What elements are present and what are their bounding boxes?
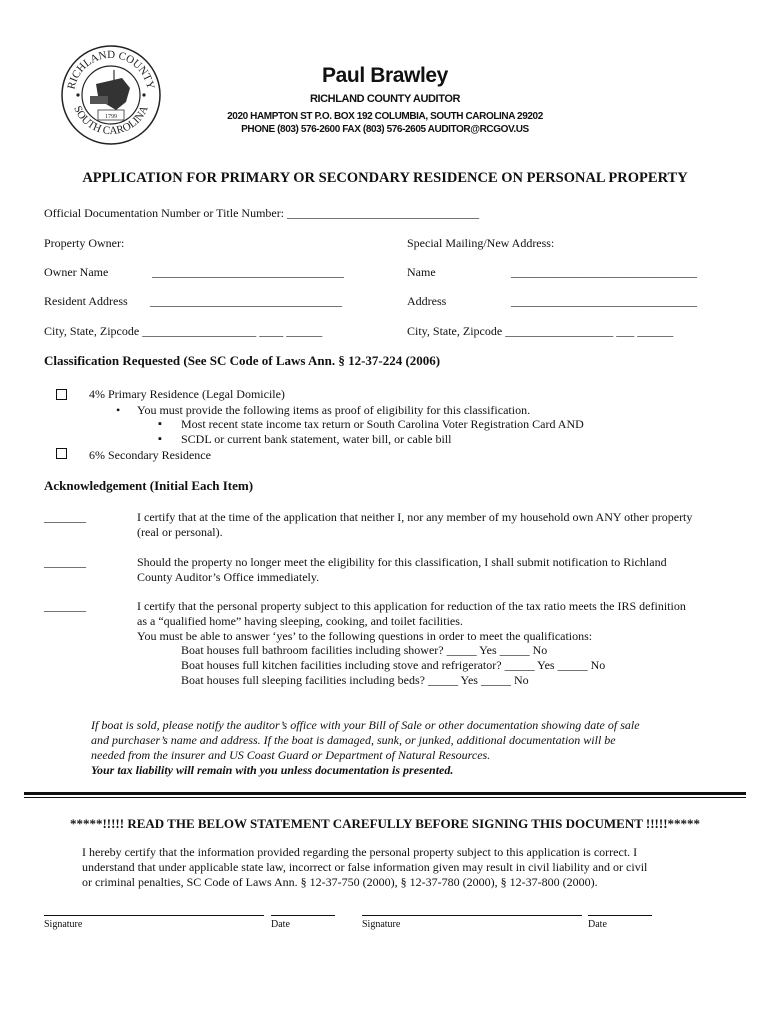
section-divider [24,797,746,798]
date-label: Date [588,919,607,930]
office-title: RICHLAND COUNTY AUDITOR [309,93,461,105]
mail-address-field[interactable]: _______________________________ [511,294,697,308]
signature-label: Signature [362,919,401,930]
proof-item: Most recent state income tax return or South Carolina Voter Registration Card AND [181,417,584,431]
seal-ring-top: RICHLAND COUNTY [65,48,157,91]
property-owner-heading: Property Owner: [44,236,125,250]
certification-text: or criminal penalties, SC Code of Laws Ann. § 12-37-750 (2000), § 12-37-780 (2000), § 12-37-800 (2000). [82,875,598,889]
section-divider [24,792,746,795]
owner-name-label: Owner Name [44,265,109,279]
office-contact: PHONE (803) 576-2600 FAX (803) 576-2605 AUDITOR@RCGOV.US [241,124,529,135]
boat-sale-notice: and purchaser’s name and address. If the boat is damaged, sunk, or junked, additional documentation will be [91,733,616,747]
doc-number-field[interactable]: Official Documentation Number or Title Number: ________________________________ [44,206,480,220]
secondary-residence-checkbox[interactable] [56,448,67,459]
owner-city-field[interactable]: City, State, Zipcode ___________________ ____ ______ [44,324,323,338]
ack-item-2-line: Should the property no longer meet the eligibility for this classification, I shall submit notification to Richland [137,555,667,569]
bullet-icon: • [116,403,121,417]
initial-field[interactable]: _______ [44,599,86,613]
mail-city-field[interactable]: City, State, Zipcode __________________ ___ ______ [407,324,674,338]
boat-sale-notice: If boat is sold, please notify the auditor’s office with your Bill of Sale or other documentation showing date of sale [91,718,640,732]
initial-field[interactable]: _______ [44,510,86,524]
ack-item-2-line: County Auditor’s Office immediately. [137,570,320,584]
statement-heading: *****!!!!! READ THE BELOW STATEMENT CAREFULLY BEFORE SIGNING THIS DOCUMENT !!!!!***** [69,816,701,831]
resident-address-label: Resident Address [44,294,128,308]
classification-heading: Classification Requested (See SC Code of Laws Ann. § 12-37-224 (2006) [44,353,441,368]
primary-residence-checkbox[interactable] [56,389,67,400]
seal-year: 1799 [105,114,117,120]
ack-item-3-line: I certify that the personal property subject to this application for reduction of the tax ratio meets the IRS definition [137,599,686,613]
boat-sale-notice: needed from the insurer and US Coast Guard or Department of Natural Resources. [91,748,491,762]
seal-ring-bottom: SOUTH CAROLINA [71,104,151,138]
boat-question[interactable]: Boat houses full sleeping facilities including beds? _____ Yes _____ No [181,673,529,687]
auditor-name: Paul Brawley [322,64,448,87]
certification-text: I hereby certify that the information provided regarding the personal property subject to this application is correct. I [82,845,638,859]
date-label: Date [271,919,290,930]
signature-line-1[interactable] [44,915,264,916]
office-address: 2020 HAMPTON ST P.O. BOX 192 COLUMBIA, SOUTH CAROLINA 29202 [227,111,543,122]
square-bullet-icon: ▪ [158,433,162,445]
date-line-2[interactable] [588,915,652,916]
mail-name-field[interactable]: _______________________________ [511,265,697,279]
eligibility-note: You must provide the following items as proof of eligibility for this classification. [137,403,531,417]
signature-line-2[interactable] [362,915,582,916]
initial-field[interactable]: _______ [44,555,86,569]
ack-item-3-line: You must be able to answer ‘yes’ to the following questions in order to meet the qualifications: [137,629,593,643]
secondary-residence-label: 6% Secondary Residence [89,448,211,462]
tax-liability-warning: Your tax liability will remain with you unless documentation is presented. [91,763,454,777]
mail-name-label: Name [407,265,436,279]
date-line-1[interactable] [271,915,335,916]
owner-name-field[interactable]: ________________________________ [152,265,344,279]
primary-residence-label: 4% Primary Residence (Legal Domicile) [89,387,285,401]
mail-address-label: Address [407,294,447,308]
ack-item-1-line: I certify that at the time of the application that neither I, nor any member of my household own ANY other property [137,510,693,524]
resident-address-field[interactable]: ________________________________ [150,294,342,308]
boat-question[interactable]: Boat houses full kitchen facilities including stove and refrigerator? _____ Yes _____ No [181,658,606,672]
acknowledgement-heading: Acknowledgement (Initial Each Item) [44,478,254,493]
certification-text: understand that under applicable state law, incorrect or false information given may result in civil liability and or civil [82,860,648,874]
ack-item-1-line: (real or personal). [137,525,223,539]
ack-item-3-line: as a “qualified home” having sleeping, cooking, and toilet facilities. [137,614,463,628]
proof-item: SCDL or current bank statement, water bill, or cable bill [181,432,452,446]
boat-question[interactable]: Boat houses full bathroom facilities including shower? _____ Yes _____ No [181,643,548,657]
square-bullet-icon: ▪ [158,418,162,430]
form-title: APPLICATION FOR PRIMARY OR SECONDARY RESIDENCE ON PERSONAL PROPERTY [82,170,688,186]
mailing-address-heading: Special Mailing/New Address: [407,236,555,250]
signature-label: Signature [44,919,83,930]
